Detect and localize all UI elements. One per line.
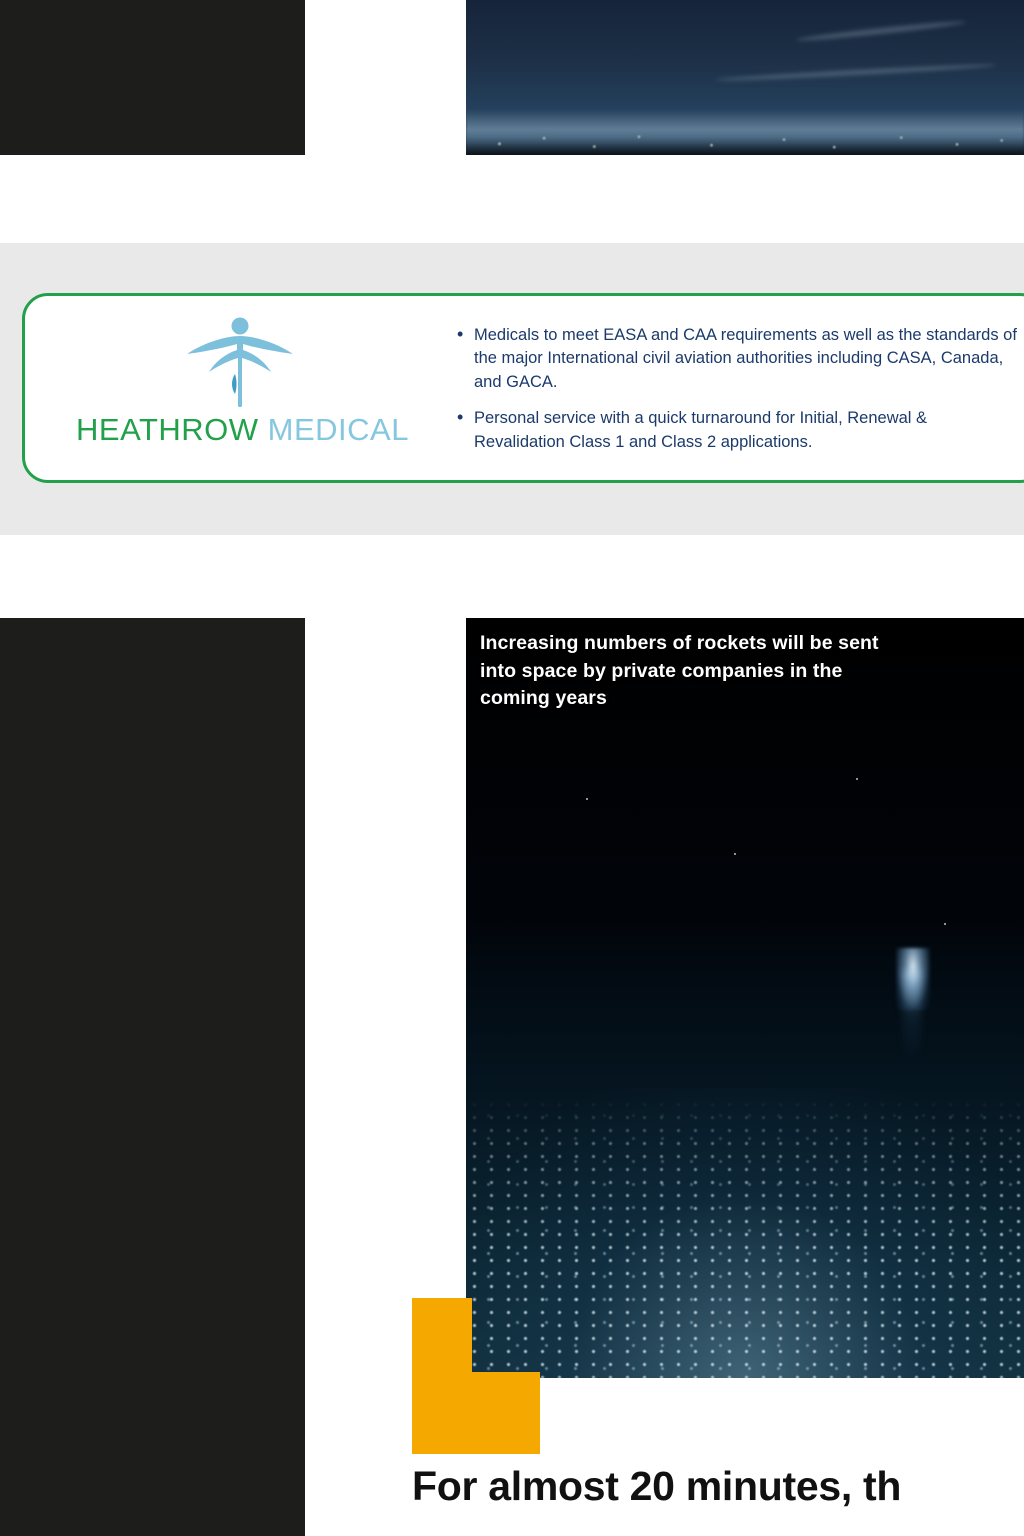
rocket-launch-photo <box>466 618 1024 1378</box>
bottom-left-dark-panel <box>0 618 305 1536</box>
orange-accent-horizontal <box>412 1372 540 1454</box>
logo-word-heathrow: HEATHROW <box>76 412 259 447</box>
city-lights <box>466 127 1024 155</box>
top-left-dark-panel <box>0 0 305 155</box>
rocket-plume <box>896 948 930 1010</box>
photo-caption: Increasing numbers of rockets will be sent into space by private companies in the coming years <box>480 632 879 710</box>
advertisement-card[interactable] <box>22 293 1024 483</box>
star-speck <box>586 798 588 800</box>
star-speck <box>856 778 858 780</box>
city-lights-field <box>466 1098 1024 1378</box>
night-sky-photo <box>466 0 1024 155</box>
logo-word-medical: MEDICAL <box>267 412 409 447</box>
advert-bullet: • Personal service with a quick turnaround for Initial, Renewal & Revalidation Class 1 and Class 2 applications. <box>457 407 1017 454</box>
article-headline: For almost 20 minutes, th <box>412 1463 902 1509</box>
advert-bullet: • Medicals to meet EASA and CAA requirements as well as the standards of the major International civil aviation authorities including CASA, Canada, and GACA. <box>457 324 1017 394</box>
advertisement-band <box>0 243 1024 535</box>
logo-wordmark <box>70 412 415 448</box>
orange-accent-shape <box>412 1298 540 1454</box>
heathrow-medical-logo[interactable] <box>70 314 415 464</box>
advert-bullets-column-one <box>457 324 1017 467</box>
star-speck <box>734 853 736 855</box>
star-speck <box>944 923 946 925</box>
caduceus-figure-icon <box>175 314 305 409</box>
